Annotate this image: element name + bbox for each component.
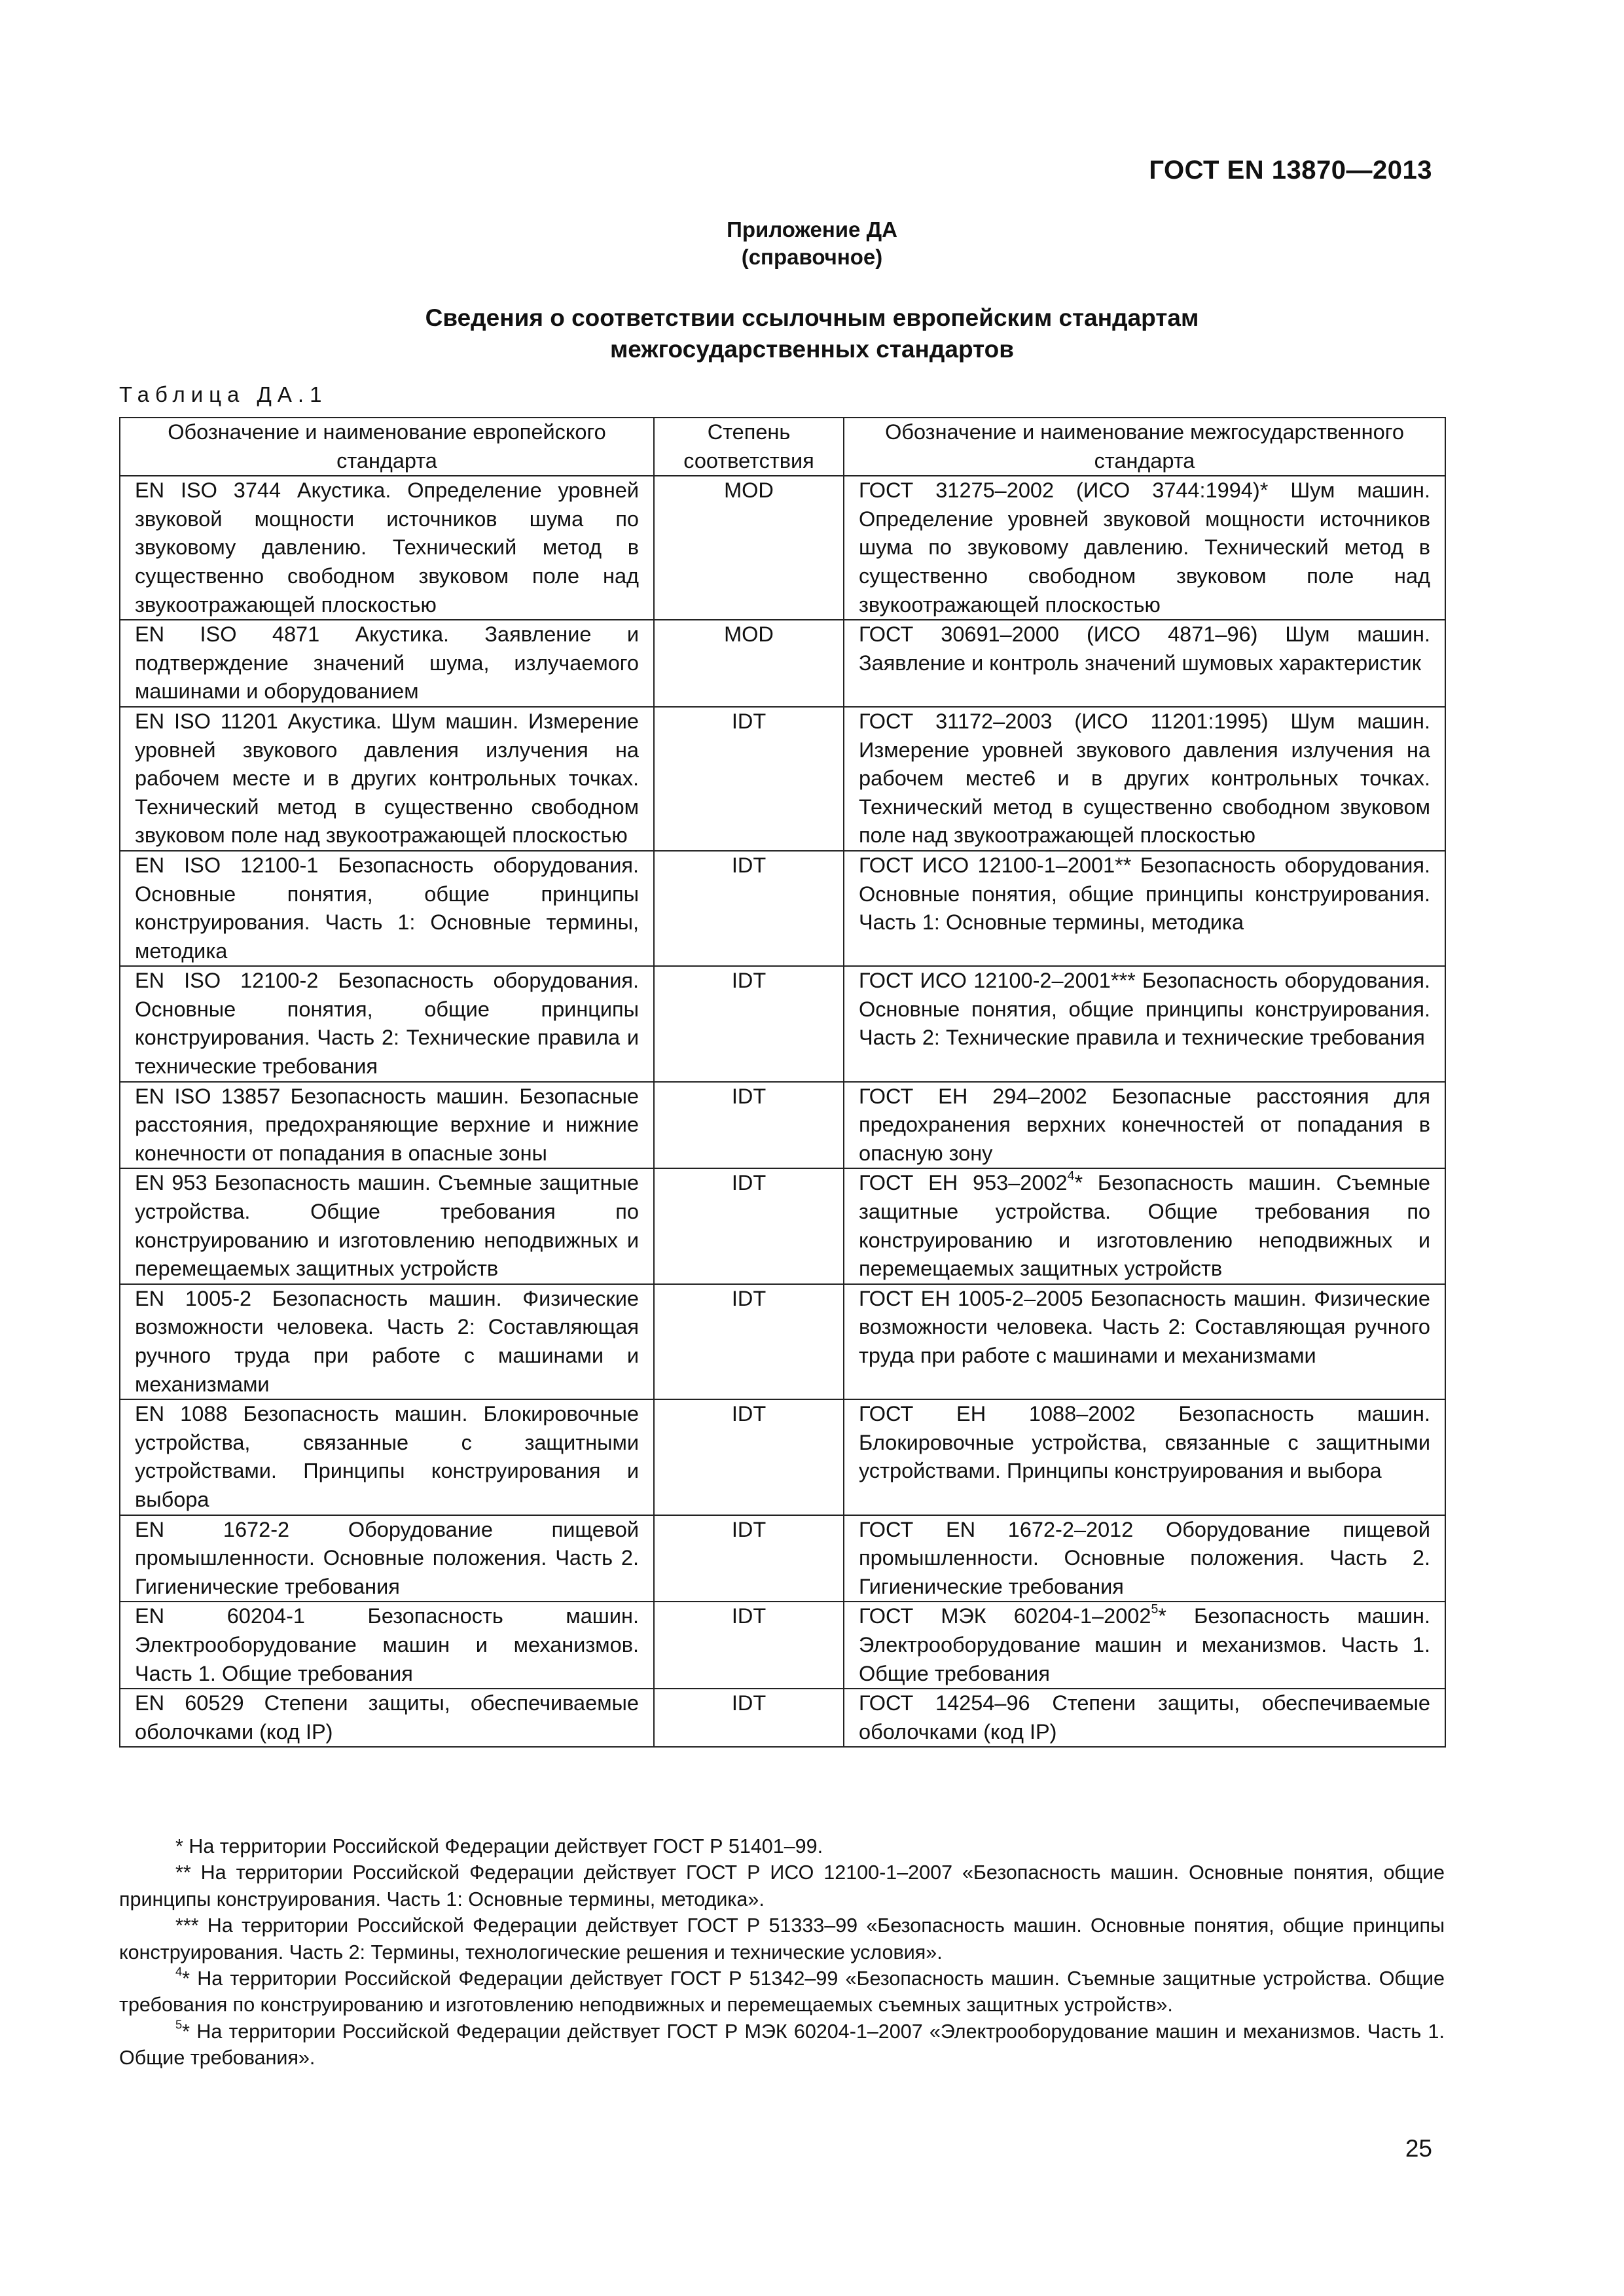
standard-designation: ГОСТ МЭК 60204-1–2002: [859, 1604, 1151, 1628]
interstate-standard-cell: ГОСТ 14254–96 Степени защиты, обеспечиваемые оболочками (код IP): [844, 1689, 1445, 1747]
standard-title: * Безопасность машин. Съемные защитные устройства. Общие требования по конструированию и изготовлению неподвижных и перемещаемых защитных устройств: [859, 1171, 1431, 1281]
degree-cell: IDT: [654, 1515, 844, 1602]
table-label: Таблица ДА.1: [119, 382, 328, 406]
standard-designation: ГОСТ ЕН 953–2002: [859, 1171, 1068, 1195]
degree-cell: IDT: [654, 707, 844, 851]
european-standard-cell: EN 1088 Безопасность машин. Блокировочные устройства, связанные с защитными устройствами. Принципы конструирования и выбора: [120, 1399, 654, 1515]
appendix-subtitle: (справочное): [741, 245, 883, 269]
footnote-ref-5: 5: [1151, 1602, 1159, 1617]
interstate-standard-cell: [844, 1602, 1445, 1689]
document-code: ГОСТ EN 13870—2013: [1149, 156, 1432, 185]
degree-cell: IDT: [654, 1399, 844, 1515]
footnote-2: ** На территории Российской Федерации действует ГОСТ Р ИСО 12100-1–2007 «Безопасность машин. Основные понятия, общие принципы конструирования. Часть 1: Основные термины, методика».: [119, 1861, 1445, 1910]
degree-cell: IDT: [654, 851, 844, 966]
european-standard-cell: EN 1005-2 Безопасность машин. Физические возможности человека. Часть 2: Составляющая ручного труда при работе с машинами и механизмами: [120, 1284, 654, 1399]
table-row: [120, 1168, 1445, 1283]
interstate-standard-cell: ГОСТ ЕН 1005-2–2005 Безопасность машин. Физические возможности человека. Часть 2: Составляющая ручного труда при работе с машинами и механизмами: [844, 1284, 1445, 1399]
interstate-standard-cell: ГОСТ 30691–2000 (ИСО 4871–96) Шум машин. Заявление и контроль значений шумовых характеристик: [844, 620, 1445, 707]
degree-cell: IDT: [654, 1082, 844, 1169]
interstate-standard-cell: ГОСТ EN 1672-2–2012 Оборудование пищевой промышленности. Основные положения. Часть 2. Гигиенические требования: [844, 1515, 1445, 1602]
footnote-4-text: * На территории Российской Федерации действует ГОСТ Р 51342–99 «Безопасность машин. Съемные защитные устройства. Общие требования по конструированию и изготовлению неподвижных и перемещаемых съемных защитных устройств».: [119, 1967, 1445, 2017]
degree-cell: IDT: [654, 1168, 844, 1283]
heading-line-1: Сведения о соответствии ссылочным европейским стандартам: [425, 304, 1199, 331]
table-row: [120, 707, 1445, 851]
interstate-standard-cell: ГОСТ ЕН 294–2002 Безопасные расстояния для предохранения верхних конечностей от попадания в опасную зону: [844, 1082, 1445, 1169]
footnote-ref-4: 4: [1067, 1168, 1075, 1183]
european-standard-cell: EN ISO 12100-1 Безопасность оборудования. Основные понятия, общие принципы конструирования. Часть 1: Основные термины, методика: [120, 851, 654, 966]
degree-cell: MOD: [654, 620, 844, 707]
table-row: [120, 851, 1445, 966]
footnote-4-marker: 4: [175, 1964, 183, 1979]
column-header-interstate: Обозначение и наименование межгосударственного стандарта: [844, 418, 1445, 476]
footnote-4: [119, 1965, 1445, 2018]
standard-title: * Безопасность машин. Электрооборудование машин и механизмов. Часть 1. Общие требования: [859, 1604, 1430, 1685]
appendix-title: Приложение ДА: [727, 217, 897, 242]
interstate-standard-cell: ГОСТ ИСО 12100-2–2001*** Безопасность оборудования. Основные понятия, общие принципы конструирования. Часть 2: Технические правила и технические требования: [844, 966, 1445, 1081]
european-standard-cell: EN 1672-2 Оборудование пищевой промышленности. Основные положения. Часть 2. Гигиенические требования: [120, 1515, 654, 1602]
footnote-5: [119, 2018, 1445, 2072]
degree-cell: IDT: [654, 1689, 844, 1747]
heading-line-2: межгосударственных стандартов: [609, 336, 1015, 363]
column-header-degree: Степень соответствия: [654, 418, 844, 476]
interstate-standard-cell: ГОСТ 31275–2002 (ИСО 3744:1994)* Шум машин. Определение уровней звуковой мощности источников шума по звуковому давлению. Технический метод в существенно свободном звуковом поле над звукоотражающей плоскостью: [844, 476, 1445, 620]
european-standard-cell: EN ISO 4871 Акустика. Заявление и подтверждение значений шума, излучаемого машинами и оборудованием: [120, 620, 654, 707]
standards-table: [119, 417, 1446, 1748]
footnotes: [119, 1833, 1445, 2072]
interstate-standard-cell: [844, 1168, 1445, 1283]
table-row: [120, 1602, 1445, 1689]
appendix-block: [0, 216, 1624, 271]
table-row: [120, 1689, 1445, 1747]
table-row: [120, 620, 1445, 707]
footnote-1: * На территории Российской Федерации действует ГОСТ Р 51401–99.: [175, 1835, 823, 1857]
interstate-standard-cell: ГОСТ ИСО 12100-1–2001** Безопасность оборудования. Основные понятия, общие принципы конструирования. Часть 1: Основные термины, методика: [844, 851, 1445, 966]
table-row: [120, 1399, 1445, 1515]
table-row: [120, 966, 1445, 1081]
degree-cell: IDT: [654, 1284, 844, 1399]
european-standard-cell: EN ISO 3744 Акустика. Определение уровней звуковой мощности источников шума по звуковому давлению. Технический метод в существенно свободном звуковом поле над звукоотражающей плоскостью: [120, 476, 654, 620]
section-heading: [0, 302, 1624, 365]
interstate-standard-cell: ГОСТ 31172–2003 (ИСО 11201:1995) Шум машин. Измерение уровней звукового давления излучения на рабочем месте6 и в других контрольных точках. Технический метод в существенно свободном звуковом поле над звукоотражающей плоскостью: [844, 707, 1445, 851]
european-standard-cell: EN ISO 12100-2 Безопасность оборудования. Основные понятия, общие принципы конструирования. Часть 2: Технические правила и технические требования: [120, 966, 654, 1081]
table-row: [120, 476, 1445, 620]
interstate-standard-cell: ГОСТ ЕН 1088–2002 Безопасность машин. Блокировочные устройства, связанные с защитными устройствами. Принципы конструирования и выбора: [844, 1399, 1445, 1515]
european-standard-cell: EN 60204-1 Безопасность машин. Электрооборудование машин и механизмов. Часть 1. Общие требования: [120, 1602, 654, 1689]
footnote-3: *** На территории Российской Федерации действует ГОСТ Р 51333–99 «Безопасность машин. Основные понятия, общие принципы конструирования. Часть 2: Термины, технологические решения и технические условия».: [119, 1914, 1445, 1964]
european-standard-cell: EN 60529 Степени защиты, обеспечиваемые оболочками (код IP): [120, 1689, 654, 1747]
table-row: [120, 1284, 1445, 1399]
degree-cell: IDT: [654, 1602, 844, 1689]
table-row: [120, 1082, 1445, 1169]
table-header-row: [120, 418, 1445, 476]
european-standard-cell: EN ISO 13857 Безопасность машин. Безопасные расстояния, предохраняющие верхние и нижние конечности от попадания в опасные зоны: [120, 1082, 654, 1169]
page-number: 25: [1405, 2135, 1432, 2162]
european-standard-cell: EN 953 Безопасность машин. Съемные защитные устройства. Общие требования по конструированию и изготовлению неподвижных и перемещаемых защитных устройств: [120, 1168, 654, 1283]
table-row: [120, 1515, 1445, 1602]
column-header-european: Обозначение и наименование европейского стандарта: [120, 418, 654, 476]
european-standard-cell: EN ISO 11201 Акустика. Шум машин. Измерение уровней звукового давления излучения на рабочем месте и в других контрольных точках. Технический метод в существенно свободном звуковом поле над звукоотражающей плоскостью: [120, 707, 654, 851]
footnote-5-marker: 5: [175, 2017, 183, 2032]
degree-cell: IDT: [654, 966, 844, 1081]
degree-cell: MOD: [654, 476, 844, 620]
footnote-5-text: * На территории Российской Федерации действует ГОСТ Р МЭК 60204-1–2007 «Электрооборудование машин и механизмов. Часть 1. Общие требования».: [119, 2020, 1445, 2070]
